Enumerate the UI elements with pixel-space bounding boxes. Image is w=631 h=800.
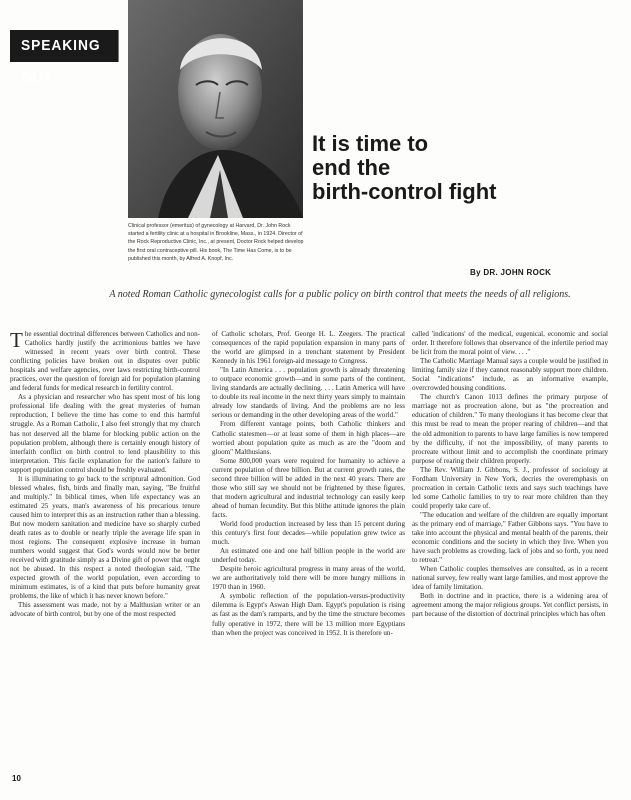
paragraph: A symbolic reflection of the population-versus-productivity dilemma is Egypt's Aswan High Dam. Egypt's population is rising as fast as the dam's ramparts, and by the time the structure becomes fully operative in 1972, there will be 13 million more Egyptians than when the project was conceived in 1952. It is therefore un- bbox=[212, 592, 405, 637]
page-number: 10 bbox=[12, 774, 21, 783]
paragraph: The essential doctrinal differences between Catholics and non-Catholics hardly justify the acrimonious battles we have witnessed in recent years over birth control. These conflicting policies have broken out in disputes over public hospitals and welfare agencies, over laws restricting birth-control practices, over the question of foreign aid for population planning and federal funds for medical research in fertility control. bbox=[10, 330, 200, 393]
paragraph: The Rev. William J. Gibbons, S. J., professor of sociology at Fordham University in New York, decries the overemphasis on procreation in certain Catholic texts and says such teachings have led some Catholic families to try to rear more children than they could properly take care of. bbox=[412, 465, 608, 510]
photo-caption: Clinical professor (emeritus) of gynecology at Harvard, Dr. John Rock started a fertility clinic at a hospital in Brookline, Mass., in 1924. Director of the Rock Reproductive Clinic, Inc., at present, Doctor Rock helped develop the first oral contraceptive pill. His book, The Time Has Come, is to be published this month, by Alfred A. Knopf, Inc. bbox=[128, 223, 304, 262]
headline-line-2: end the bbox=[312, 155, 391, 180]
paragraph: When Catholic couples themselves are consulted, as in a recent national survey, few really want large families, and most approve the idea of family limitation. bbox=[412, 565, 608, 592]
paragraph: called 'indications' of the medical, eugenical, economic and social order. It therefore follows that observance of the infertile period may be licit from the moral point of view. . . ." bbox=[412, 330, 608, 357]
article-column-2 bbox=[212, 330, 405, 788]
paragraph: Some 800,000 years were required for humanity to achieve a current population of three billion. But at current growth rates, the second three billion will be added in the next 40 years. There are those who still say we should not be frightened by these figures, that modern agricultural and industrial technology can easily keep ahead of human fecundity. But this blithe attitude ignores the plain facts. bbox=[212, 456, 405, 519]
paragraph: The Catholic Marriage Manual says a couple would be justified in limiting family size if they cannot reasonably support more children. Social "indications" include, as an informative example, overcrowded housing conditions. bbox=[412, 357, 608, 393]
byline: By DR. JOHN ROCK bbox=[470, 268, 552, 277]
paragraph: This assessment was made, not by a Malthusian writer or an advocate of birth control, but by one of the most respected bbox=[10, 601, 200, 619]
paragraph: An estimated one and one half billion people in the world are underfed today. bbox=[212, 547, 405, 565]
paragraph: "The education and welfare of the children are equally important as the primary end of marriage," Father Gibbons says. "You have to take into account the physical and mental health of the parents, their economic conditions and the society in which they live. When you have such problems as crowding, lack of jobs and so forth, you need to retreat." bbox=[412, 510, 608, 565]
paragraph: Despite heroic agricultural progress in many areas of the world, we are authoritatively told there will be more hungry millions in 1970 than in 1960. bbox=[212, 565, 405, 592]
paragraph: World food production increased by less than 15 percent during this century's first four decades—while population grew twice as much. bbox=[212, 519, 405, 547]
article-column-3 bbox=[412, 330, 608, 788]
paragraph: From different vantage points, both Catholic thinkers and Catholic statesmen—or at least some of them in high places—are worried about population quite as much as are the "doom and gloom" Malthusians. bbox=[212, 420, 405, 456]
paragraph: of Catholic scholars, Prof. George H. L. Zeegers. The practical consequences of the rapid population expansion in many parts of the world are glimpsed in a trenchant statement by President Kennedy in his 1961 foreign-aid message to Congress. bbox=[212, 330, 405, 366]
paragraph: "In Latin America . . . population growth is already threatening to outpace economic growth—and in some parts of the continent, living standards are actually declining. . . . Latin America will have to double its real income in the next thirty years simply to maintain already low standards of living. And the problems are no less serious or demanding in the other developing areas of the world." bbox=[212, 366, 405, 420]
article-column-1 bbox=[10, 330, 200, 788]
section-banner: SPEAKING OUT bbox=[10, 30, 119, 62]
drop-cap: T bbox=[10, 330, 23, 352]
paragraph: As a physician and researcher who has spent most of his long professional life dealing with the great mysteries of human reproduction, I believe the time has come to end this harmful struggle. As a Roman Catholic, I also feel strongly that my church has not deserved all the blame for blocking public action on the population problem, although there is certainly enough history of interfaith conflict on birth control to lend plausibility to this interpretation. This facile explanation for the nation's failure to support population control should be freshly evaluated. bbox=[10, 393, 200, 474]
standfirst: A noted Roman Catholic gynecologist calls for a public policy on birth control that meets the needs of all religions. bbox=[109, 289, 571, 300]
headline-line-3: birth-control fight bbox=[312, 179, 497, 204]
paragraph: Both in doctrine and in practice, there is a widening area of agreement among the major religious groups. Yet conflict persists, in part because of the distortion of doctrinal principles which has often bbox=[412, 592, 608, 619]
headline bbox=[312, 132, 532, 204]
headline-line-1: It is time to bbox=[312, 131, 429, 156]
author-portrait-photo bbox=[128, 0, 303, 218]
paragraph: The church's Canon 1013 defines the primary purpose of marriage not as procreation alone, but as "the procreation and education of children." To many theologians it has become clear that this must be read to mean the proper rearing of children—and that the old admonition to parents to have large families is now tempered by the difficulty, if not the impossibility, of many parents to procreate without limit and to accomplish the coordinate primary purpose of rearing their children properly. bbox=[412, 393, 608, 465]
paragraph: It is illuminating to go back to the scriptural admonition. God blessed whales, fish, birds and finally man, saying, "Be fruitful and multiply." In biblical times, when life expectancy was an estimated 25 years, man's awareness of his precarious tenure caused him to interpret this as an instruction rather than a blessing. But now modern sanitation and medicine have so sharply curbed death rates as to double or nearly triple the average life span in most regions. The consequent explosive increase in human numbers would suggest that God's words would now be better received with gratitude simply as a Divine gift of power that ought not be abused. In this respect a noted theologian said, "The expected growth of the world population, even according to minimum estimates, is of a kind that puts before humanity great problems, the like of which it has never known before." bbox=[10, 474, 200, 601]
